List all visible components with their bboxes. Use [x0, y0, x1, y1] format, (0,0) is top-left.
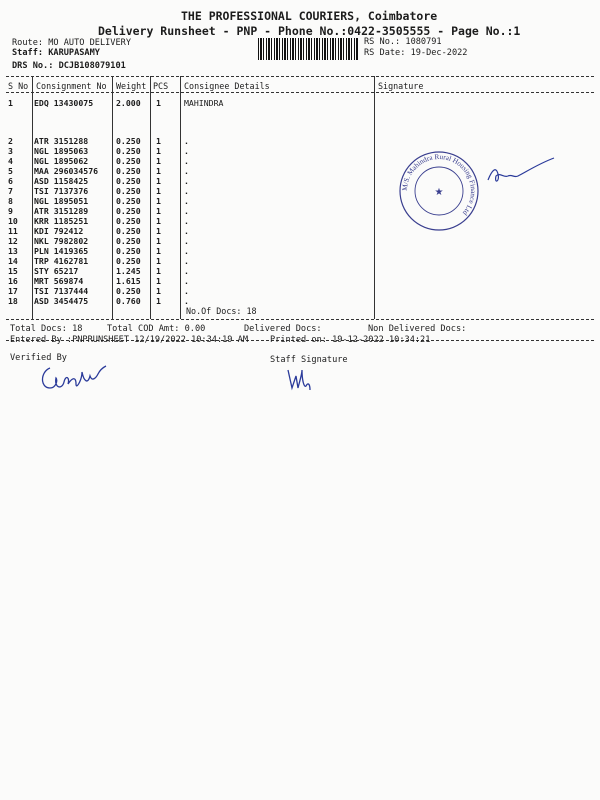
row-sno: 6 [8, 176, 13, 186]
row-sno: 11 [8, 226, 18, 236]
row-sno: 8 [8, 196, 13, 206]
header-bottom-rule [6, 92, 594, 93]
col-header-pcs: PCS [153, 81, 169, 91]
row-consignee: . [184, 136, 189, 146]
row-consignment-no: STY 65217 [34, 266, 79, 276]
row-consignee: . [184, 216, 189, 226]
row-weight: 0.250 [116, 186, 141, 196]
row-sno: 18 [8, 296, 18, 306]
row-pcs: 1 [156, 286, 161, 296]
rs-number: RS No.: 1080791 [364, 37, 442, 47]
table-row [8, 256, 378, 266]
consignee-signature-scribble [482, 152, 560, 192]
row-sno: 7 [8, 186, 13, 196]
row-sno: 5 [8, 166, 13, 176]
row-weight: 0.250 [116, 256, 141, 266]
row-weight: 0.250 [116, 136, 141, 146]
table-row [8, 236, 378, 246]
row-consignment-no: TRP 4162781 [34, 256, 89, 266]
table-row [8, 276, 378, 286]
staff-signature-scribble [284, 366, 314, 394]
entered-by: Entered By :PNPRUNSHEET 12/19/2022 10:34:19 AM [10, 335, 248, 345]
no-of-docs: No.Of Docs: 18 [186, 306, 257, 316]
row-consignee: . [184, 236, 189, 246]
row-pcs: 1 [156, 146, 161, 156]
row-sno: 2 [8, 136, 13, 146]
row-sno: 17 [8, 286, 18, 296]
table-row [8, 156, 378, 166]
row-consignee: . [184, 266, 189, 276]
row-consignee: . [184, 246, 189, 256]
row-consignee: . [184, 256, 189, 266]
row-sno: 16 [8, 276, 18, 286]
star-icon: ★ [434, 187, 444, 198]
rs-date: RS Date: 19-Dec-2022 [364, 48, 468, 58]
table-row [8, 146, 378, 156]
table-row [8, 226, 378, 236]
row-weight: 0.250 [116, 166, 141, 176]
row-sno: 13 [8, 246, 18, 256]
row-pcs: 1 [156, 236, 161, 246]
col-header-sno: S No [8, 81, 29, 91]
non-delivered-docs: Non Delivered Docs: [368, 324, 467, 334]
row-sno: 12 [8, 236, 18, 246]
row-pcs: 1 [156, 176, 161, 186]
delivered-docs: Delivered Docs: [244, 324, 322, 334]
row-weight: 0.250 [116, 176, 141, 186]
table-row [8, 266, 378, 276]
row-consignee: . [184, 296, 189, 306]
row-consignment-no: KDI 792412 [34, 226, 84, 236]
row-weight: 0.250 [116, 146, 141, 156]
row-sno: 3 [8, 146, 13, 156]
row-pcs: 1 [156, 206, 161, 216]
row-weight: 0.250 [116, 196, 141, 206]
row-consignee: . [184, 176, 189, 186]
row-sno: 1 [8, 98, 13, 108]
printed-on: Printed on: 19-12-2022 10:34:21 [270, 335, 431, 345]
drs-number: DRS No.: DCJB108079101 [12, 61, 126, 71]
row-pcs: 1 [156, 136, 161, 146]
row-pcs: 1 [156, 226, 161, 236]
staff-signature-label: Staff Signature [270, 355, 348, 365]
row-consignee: . [184, 146, 189, 156]
stamp-text: M/S. Mahindra Rural Housing Finance Ltd [400, 152, 478, 217]
col-header-signature: Signature [378, 81, 424, 91]
row-consignee: . [184, 206, 189, 216]
row-consignee: . [184, 276, 189, 286]
table-row [8, 216, 378, 226]
row-pcs: 1 [156, 246, 161, 256]
table-row [8, 286, 378, 296]
row-sno: 15 [8, 266, 18, 276]
row-pcs: 1 [156, 296, 161, 306]
row-pcs: 1 [156, 266, 161, 276]
table-row [8, 176, 378, 186]
row-weight: 0.250 [116, 286, 141, 296]
row-sno: 4 [8, 156, 13, 166]
row-pcs: 1 [156, 166, 161, 176]
row-consignment-no: TSI 7137444 [34, 286, 89, 296]
row-consignment-no: TSI 7137376 [34, 186, 89, 196]
table-row [8, 246, 378, 256]
table-row [8, 186, 378, 196]
barcode-image [258, 38, 358, 60]
row-weight: 1.245 [116, 266, 141, 276]
row-sno: 14 [8, 256, 18, 266]
row-consignment-no: ATR 3151289 [34, 206, 89, 216]
row-consignment-no: NGL 1895051 [34, 196, 89, 206]
verified-by-label: Verified By [10, 353, 67, 363]
company-title: THE PROFESSIONAL COURIERS, Coimbatore [181, 9, 438, 23]
row-weight: 0.250 [116, 236, 141, 246]
row-weight: 0.250 [116, 206, 141, 216]
table-row [8, 166, 378, 176]
row-consignee: . [184, 156, 189, 166]
row-weight: 0.250 [116, 226, 141, 236]
table-row [8, 196, 378, 206]
row-sno: 9 [8, 206, 13, 216]
row-consignee: . [184, 196, 189, 206]
row-pcs: 1 [156, 256, 161, 266]
row-pcs: 1 [156, 216, 161, 226]
row-consignee: . [184, 286, 189, 296]
total-docs: Total Docs: 18 [10, 324, 83, 334]
row-weight: 1.615 [116, 276, 141, 286]
row-consignment-no: NGL 1895062 [34, 156, 89, 166]
row-consignment-no: NGL 1895063 [34, 146, 89, 156]
row-consignment-no: ATR 3151288 [34, 136, 89, 146]
row-pcs: 1 [156, 196, 161, 206]
staff-label: Staff: KARUPASAMY [12, 48, 100, 58]
table-row [8, 296, 378, 306]
row-consignment-no: EDQ 13430075 [34, 98, 94, 108]
row-consignment-no: NKL 7982802 [34, 236, 89, 246]
row-weight: 0.760 [116, 296, 141, 306]
row-consignment-no: KRR 1185251 [34, 216, 89, 226]
runsheet-subtitle: Delivery Runsheet - PNP - Phone No.:0422-3505555 - Page No.:1 [98, 24, 521, 38]
row-weight: 2.000 [116, 98, 141, 108]
row-weight: 0.250 [116, 156, 141, 166]
row-weight: 0.250 [116, 216, 141, 226]
total-cod-amount: Total COD Amt: 0.00 [107, 324, 206, 334]
row-consignment-no: MRT 569874 [34, 276, 84, 286]
table-row [8, 136, 378, 146]
row-pcs: 1 [156, 186, 161, 196]
table-row [8, 98, 378, 108]
row-consignee: . [184, 226, 189, 236]
row-pcs: 1 [156, 156, 161, 166]
col-header-consignment: Consignment No [36, 81, 107, 91]
col-header-consignee: Consignee Details [184, 81, 270, 91]
row-sno: 10 [8, 216, 18, 226]
row-pcs: 1 [156, 98, 161, 108]
row-consignee: . [184, 186, 189, 196]
row-consignment-no: PLN 1419365 [34, 246, 89, 256]
col-header-weight: Weight [116, 81, 147, 91]
company-stamp [398, 150, 480, 232]
row-consignment-no: MAA 296034576 [34, 166, 99, 176]
table-top-rule [6, 76, 594, 77]
row-consignee: MAHINDRA [184, 98, 224, 108]
row-pcs: 1 [156, 276, 161, 286]
row-consignment-no: ASD 1158425 [34, 176, 89, 186]
table-bottom-rule [6, 319, 594, 320]
row-weight: 0.250 [116, 246, 141, 256]
row-consignment-no: ASD 3454475 [34, 296, 89, 306]
table-row [8, 206, 378, 216]
route-label: Route: MO AUTO DELIVERY [12, 38, 131, 48]
row-consignee: . [184, 166, 189, 176]
